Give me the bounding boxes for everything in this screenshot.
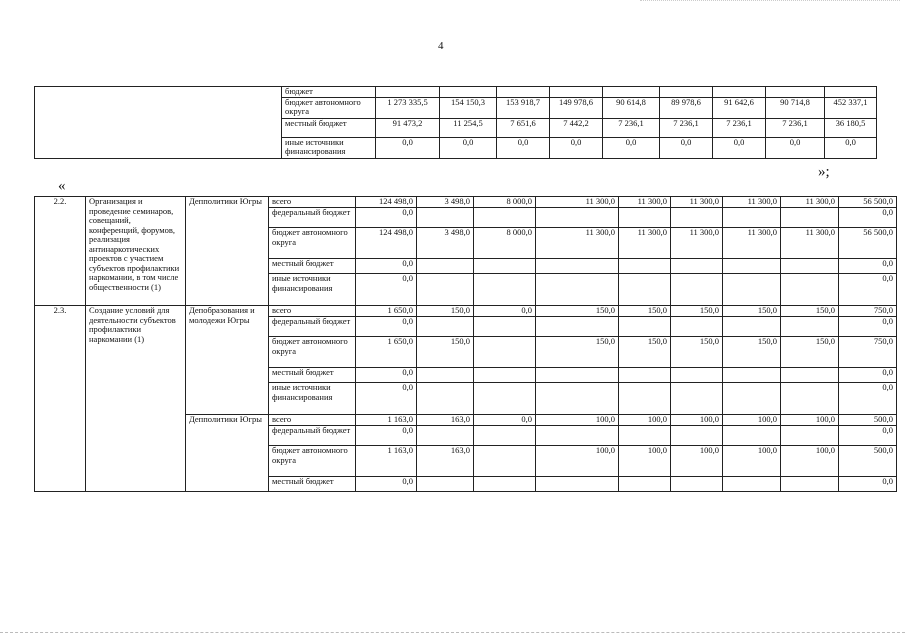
value-cell: 11 300,0 xyxy=(781,228,839,259)
page-number: 4 xyxy=(438,40,444,52)
value-cell: 163,0 xyxy=(417,446,474,477)
value-cell: 100,0 xyxy=(781,446,839,477)
opening-quote: « xyxy=(58,178,66,194)
value-cell: 90 614,8 xyxy=(603,97,660,118)
source-label: федеральный бюджет xyxy=(269,208,356,228)
value-cell xyxy=(723,317,781,337)
value-cell xyxy=(619,259,671,274)
value-cell: 163,0 xyxy=(417,415,474,426)
value-cell xyxy=(474,317,536,337)
value-cell: 91 473,2 xyxy=(376,118,440,137)
value-cell xyxy=(536,274,619,306)
value-cell: 0,0 xyxy=(603,137,660,158)
value-cell: 7 442,2 xyxy=(550,118,603,137)
value-cell: 100,0 xyxy=(671,446,723,477)
value-cell xyxy=(671,383,723,415)
value-cell: 100,0 xyxy=(781,415,839,426)
value-cell: 150,0 xyxy=(781,337,839,368)
value-cell: 452 337,1 xyxy=(825,97,877,118)
value-cell: 11 254,5 xyxy=(440,118,497,137)
source-label: всего xyxy=(269,306,356,317)
value-cell xyxy=(723,368,781,383)
value-cell: 0,0 xyxy=(839,383,897,415)
source-label: всего xyxy=(269,415,356,426)
value-cell: 0,0 xyxy=(839,426,897,446)
value-cell xyxy=(660,87,713,98)
value-cell: 100,0 xyxy=(536,446,619,477)
value-cell xyxy=(766,87,825,98)
value-cell: 11 300,0 xyxy=(671,197,723,208)
value-cell: 0,0 xyxy=(550,137,603,158)
value-cell xyxy=(619,477,671,492)
value-cell xyxy=(781,477,839,492)
item-number: 2.3. xyxy=(35,306,86,492)
value-cell xyxy=(376,87,440,98)
value-cell: 150,0 xyxy=(723,306,781,317)
value-cell: 36 180,5 xyxy=(825,118,877,137)
value-cell xyxy=(536,208,619,228)
value-cell: 0,0 xyxy=(497,137,550,158)
source-label: местный бюджет xyxy=(269,259,356,274)
value-cell: 56 500,0 xyxy=(839,197,897,208)
value-cell xyxy=(417,274,474,306)
value-cell: 0,0 xyxy=(474,415,536,426)
value-cell: 750,0 xyxy=(839,337,897,368)
value-cell: 1 163,0 xyxy=(356,446,417,477)
value-cell: 100,0 xyxy=(723,446,781,477)
value-cell: 0,0 xyxy=(839,259,897,274)
value-cell xyxy=(713,87,766,98)
value-cell: 56 500,0 xyxy=(839,228,897,259)
table-row xyxy=(35,197,897,208)
value-cell: 150,0 xyxy=(536,337,619,368)
value-cell: 11 300,0 xyxy=(536,228,619,259)
value-cell xyxy=(723,426,781,446)
value-cell xyxy=(619,317,671,337)
value-cell xyxy=(723,383,781,415)
value-cell: 100,0 xyxy=(671,415,723,426)
value-cell xyxy=(619,274,671,306)
value-cell: 0,0 xyxy=(660,137,713,158)
value-cell xyxy=(536,317,619,337)
value-cell xyxy=(723,208,781,228)
value-cell: 7 236,1 xyxy=(660,118,713,137)
value-cell: 100,0 xyxy=(723,415,781,426)
value-cell: 7 236,1 xyxy=(766,118,825,137)
value-cell: 150,0 xyxy=(671,337,723,368)
value-cell: 153 918,7 xyxy=(497,97,550,118)
value-cell: 0,0 xyxy=(766,137,825,158)
value-cell xyxy=(781,368,839,383)
value-cell: 100,0 xyxy=(619,446,671,477)
value-cell: 150,0 xyxy=(417,306,474,317)
value-cell xyxy=(417,477,474,492)
item-name: Создание условий для деятельности субъектов профилактики наркомании (1) xyxy=(86,306,186,492)
value-cell xyxy=(474,208,536,228)
value-cell xyxy=(671,208,723,228)
value-cell: 0,0 xyxy=(474,306,536,317)
source-label: иные источники финансирования xyxy=(269,274,356,306)
value-cell: 0,0 xyxy=(356,477,417,492)
value-cell xyxy=(417,383,474,415)
value-cell: 500,0 xyxy=(839,415,897,426)
value-cell xyxy=(536,368,619,383)
executor-name: Депполитики Югры xyxy=(186,197,269,306)
value-cell: 0,0 xyxy=(839,274,897,306)
value-cell xyxy=(550,87,603,98)
source-label: местный бюджет xyxy=(282,118,376,137)
value-cell xyxy=(536,426,619,446)
source-label: иные источники финансирования xyxy=(269,383,356,415)
value-cell: 3 498,0 xyxy=(417,228,474,259)
source-label: бюджет автономного округа xyxy=(269,337,356,368)
value-cell: 0,0 xyxy=(839,317,897,337)
value-cell: 8 000,0 xyxy=(474,197,536,208)
value-cell: 0,0 xyxy=(839,368,897,383)
value-cell: 11 300,0 xyxy=(781,197,839,208)
value-cell: 11 300,0 xyxy=(536,197,619,208)
value-cell xyxy=(671,259,723,274)
value-cell xyxy=(671,317,723,337)
value-cell: 154 150,3 xyxy=(440,97,497,118)
value-cell: 8 000,0 xyxy=(474,228,536,259)
value-cell: 7 236,1 xyxy=(713,118,766,137)
value-cell xyxy=(619,208,671,228)
value-cell: 1 650,0 xyxy=(356,337,417,368)
value-cell: 0,0 xyxy=(356,208,417,228)
budget-table xyxy=(34,196,897,492)
value-cell xyxy=(671,368,723,383)
value-cell: 124 498,0 xyxy=(356,197,417,208)
executor-name: Депполитики Югры xyxy=(186,415,269,492)
value-cell xyxy=(723,274,781,306)
closing-quote: »; xyxy=(818,164,830,180)
value-cell: 0,0 xyxy=(356,426,417,446)
value-cell xyxy=(781,426,839,446)
value-cell xyxy=(781,208,839,228)
value-cell: 7 651,6 xyxy=(497,118,550,137)
value-cell: 124 498,0 xyxy=(356,228,417,259)
value-cell: 11 300,0 xyxy=(619,228,671,259)
value-cell xyxy=(671,477,723,492)
value-cell xyxy=(671,274,723,306)
value-cell: 0,0 xyxy=(376,137,440,158)
value-cell: 91 642,6 xyxy=(713,97,766,118)
value-cell: 3 498,0 xyxy=(417,197,474,208)
blank-cell xyxy=(35,87,282,159)
table-row xyxy=(35,306,897,317)
value-cell xyxy=(536,259,619,274)
value-cell xyxy=(474,368,536,383)
value-cell: 150,0 xyxy=(536,306,619,317)
value-cell xyxy=(781,383,839,415)
value-cell xyxy=(474,446,536,477)
value-cell xyxy=(440,87,497,98)
source-label: иные источники финансирования xyxy=(282,137,376,158)
executor-name: Депобразования и молодежи Югры xyxy=(186,306,269,415)
value-cell: 1 650,0 xyxy=(356,306,417,317)
value-cell: 1 273 335,5 xyxy=(376,97,440,118)
value-cell xyxy=(781,259,839,274)
value-cell: 150,0 xyxy=(671,306,723,317)
value-cell: 11 300,0 xyxy=(619,197,671,208)
value-cell: 11 300,0 xyxy=(671,228,723,259)
value-cell: 0,0 xyxy=(440,137,497,158)
value-cell xyxy=(781,274,839,306)
value-cell xyxy=(474,477,536,492)
value-cell: 7 236,1 xyxy=(603,118,660,137)
value-cell xyxy=(619,368,671,383)
value-cell: 100,0 xyxy=(536,415,619,426)
value-cell: 500,0 xyxy=(839,446,897,477)
value-cell: 100,0 xyxy=(619,415,671,426)
value-cell: 0,0 xyxy=(356,368,417,383)
value-cell xyxy=(536,477,619,492)
value-cell xyxy=(417,259,474,274)
value-cell xyxy=(619,383,671,415)
value-cell: 0,0 xyxy=(356,383,417,415)
value-cell xyxy=(474,259,536,274)
scan-artifact-top xyxy=(640,0,900,1)
value-cell: 150,0 xyxy=(723,337,781,368)
value-cell xyxy=(497,87,550,98)
table-row xyxy=(35,87,877,98)
value-cell xyxy=(417,368,474,383)
value-cell xyxy=(417,208,474,228)
value-cell: 1 163,0 xyxy=(356,415,417,426)
value-cell: 750,0 xyxy=(839,306,897,317)
source-label: федеральный бюджет xyxy=(269,317,356,337)
value-cell xyxy=(474,274,536,306)
value-cell xyxy=(825,87,877,98)
value-cell: 150,0 xyxy=(619,306,671,317)
value-cell xyxy=(723,477,781,492)
value-cell xyxy=(671,426,723,446)
value-cell xyxy=(536,383,619,415)
source-label: местный бюджет xyxy=(269,368,356,383)
value-cell: 149 978,6 xyxy=(550,97,603,118)
value-cell: 0,0 xyxy=(713,137,766,158)
value-cell xyxy=(474,383,536,415)
value-cell: 150,0 xyxy=(619,337,671,368)
value-cell xyxy=(417,317,474,337)
value-cell xyxy=(781,317,839,337)
value-cell xyxy=(603,87,660,98)
value-cell: 0,0 xyxy=(839,208,897,228)
value-cell: 89 978,6 xyxy=(660,97,713,118)
source-label: бюджет автономного округа xyxy=(269,228,356,259)
source-label: всего xyxy=(269,197,356,208)
value-cell xyxy=(417,426,474,446)
source-label: местный бюджет xyxy=(269,477,356,492)
source-label: бюджет автономного округа xyxy=(269,446,356,477)
value-cell: 11 300,0 xyxy=(723,228,781,259)
value-cell xyxy=(619,426,671,446)
item-number: 2.2. xyxy=(35,197,86,306)
value-cell xyxy=(723,259,781,274)
value-cell: 0,0 xyxy=(356,317,417,337)
item-name: Организация и проведение семинаров, совещаний, конференций, форумов, реализация антинаркотических проектов с участием субъектов профилактики наркомании, в том числе общественности (1) xyxy=(86,197,186,306)
value-cell: 0,0 xyxy=(825,137,877,158)
source-label: бюджет автономного округа xyxy=(282,97,376,118)
value-cell: 90 714,8 xyxy=(766,97,825,118)
value-cell: 11 300,0 xyxy=(723,197,781,208)
value-cell: 150,0 xyxy=(417,337,474,368)
scan-artifact-bottom xyxy=(0,632,905,633)
value-cell: 150,0 xyxy=(781,306,839,317)
source-label: федеральный бюджет xyxy=(269,426,356,446)
value-cell xyxy=(474,426,536,446)
value-cell: 0,0 xyxy=(356,274,417,306)
source-label: бюджет xyxy=(282,87,376,98)
value-cell xyxy=(474,337,536,368)
value-cell: 0,0 xyxy=(839,477,897,492)
value-cell: 0,0 xyxy=(356,259,417,274)
budget-table-continued xyxy=(34,86,877,159)
